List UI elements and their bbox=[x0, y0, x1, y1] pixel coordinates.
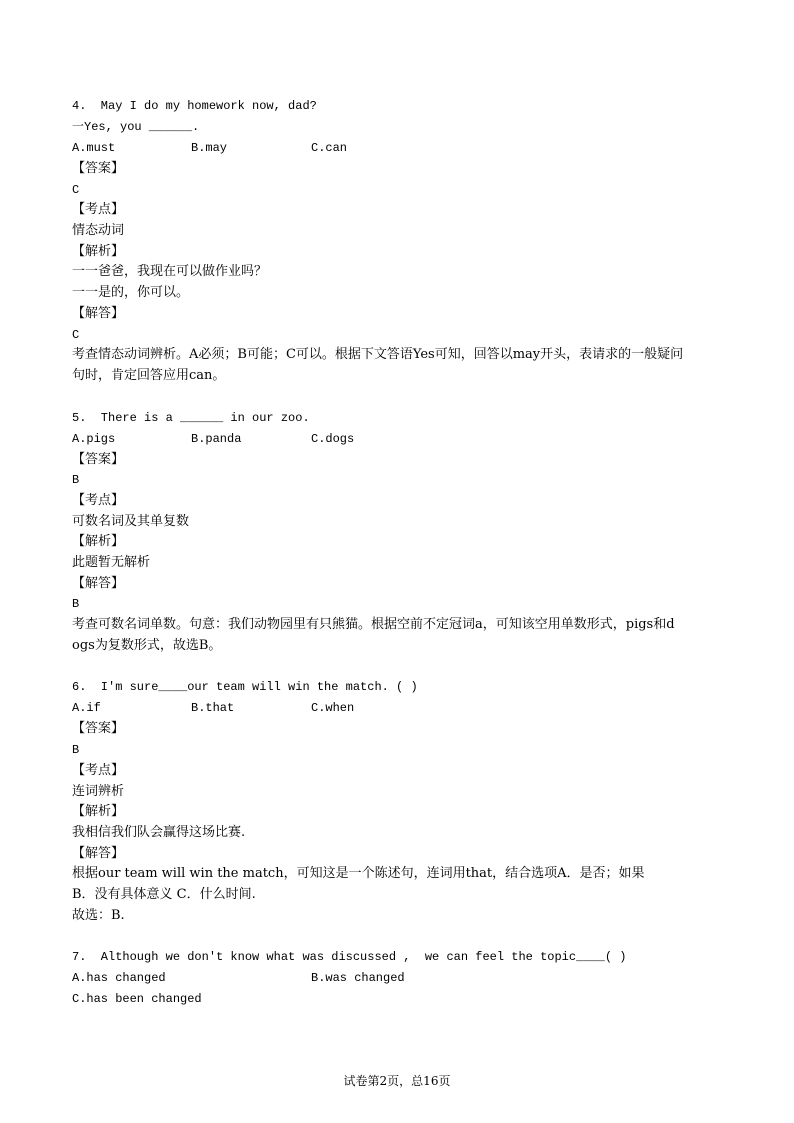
option-a: A.pigs bbox=[72, 431, 116, 446]
solution-label: 【解答】 bbox=[72, 305, 125, 321]
solution-label: 【解答】 bbox=[72, 845, 125, 861]
analysis-line: 一一是的，你可以。 bbox=[72, 285, 190, 301]
solution-line: 故选：B. bbox=[72, 907, 125, 923]
solution-line: 考查情态动词辨析。A必须；B可能；C可以。根据下文答语Yes可知，回答以may开头，表请求的一般疑问 bbox=[72, 347, 684, 363]
page-footer: 试卷第2页，总16页 bbox=[343, 1074, 451, 1088]
option-b: B.was changed bbox=[311, 971, 405, 986]
answer-value: B bbox=[72, 743, 80, 758]
question-6-options bbox=[72, 698, 722, 719]
answer-label: 【答案】 bbox=[72, 721, 125, 737]
question-4-options bbox=[72, 138, 722, 159]
solution-line: ogs为复数形式，故选B。 bbox=[72, 637, 222, 653]
option-c: C.has been changed bbox=[72, 992, 202, 1007]
point-label: 【考点】 bbox=[72, 202, 125, 218]
solution-line: B．没有具体意义 C．什么时间. bbox=[72, 886, 256, 902]
option-a: A.if bbox=[72, 701, 101, 716]
solution-answer: C bbox=[72, 327, 80, 342]
option-c: C.when bbox=[311, 701, 355, 716]
option-b: B.may bbox=[191, 141, 228, 155]
question-7: 7. Although we don't know what was discussed , we can feel the topic____( ) bbox=[72, 950, 627, 965]
point-value: 情态动词 bbox=[72, 223, 125, 239]
analysis-line: 此题暂无解析 bbox=[72, 555, 151, 570]
option-a: A.has changed bbox=[72, 971, 166, 986]
option-b: B.panda bbox=[191, 431, 242, 446]
solution-line: 考查可数名词单数。句意：我们动物园里有只熊猫。根据空前不定冠词a，可知该空用单数形式，pigs和d bbox=[72, 617, 675, 633]
question-7-options-row2 bbox=[72, 989, 722, 1010]
solution-line: 句时，肯定回答应用can。 bbox=[72, 367, 226, 383]
question-6: 6. I'm sure____our team will win the match. ( ) bbox=[72, 680, 418, 695]
option-c: C.dogs bbox=[311, 431, 355, 446]
solution-line: 根据our team will win the match，可知这是一个陈述句，连词用that，结合选项A．是否；如果 bbox=[72, 866, 645, 882]
document-page bbox=[72, 96, 722, 1010]
question-7-options bbox=[72, 968, 722, 989]
analysis-line: 一一爸爸，我现在可以做作业吗？ bbox=[72, 264, 268, 280]
analysis-line: 我相信我们队会赢得这场比赛. bbox=[72, 824, 246, 840]
point-label: 【考点】 bbox=[72, 762, 125, 778]
question-5-options bbox=[72, 429, 722, 450]
option-a: A.must bbox=[72, 141, 116, 155]
analysis-label: 【解析】 bbox=[72, 534, 125, 550]
answer-value: B bbox=[72, 473, 80, 488]
point-value: 连词辨析 bbox=[72, 783, 125, 799]
solution-label: 【解答】 bbox=[72, 575, 125, 591]
analysis-label: 【解析】 bbox=[72, 804, 125, 820]
option-c: C.can bbox=[311, 141, 348, 155]
question-4-reply: 一Yes, you ______. bbox=[72, 120, 200, 134]
question-4: 4. May I do my homework now, dad? bbox=[72, 99, 317, 113]
point-value: 可数名词及其单复数 bbox=[72, 513, 190, 529]
point-label: 【考点】 bbox=[72, 492, 125, 508]
question-5: 5. There is a ______ in our zoo. bbox=[72, 410, 310, 425]
answer-value: C bbox=[72, 182, 80, 197]
answer-label: 【答案】 bbox=[72, 451, 125, 467]
option-b: B.that bbox=[191, 701, 235, 716]
answer-label: 【答案】 bbox=[72, 161, 125, 176]
solution-answer: B bbox=[72, 597, 80, 612]
analysis-label: 【解析】 bbox=[72, 243, 125, 259]
